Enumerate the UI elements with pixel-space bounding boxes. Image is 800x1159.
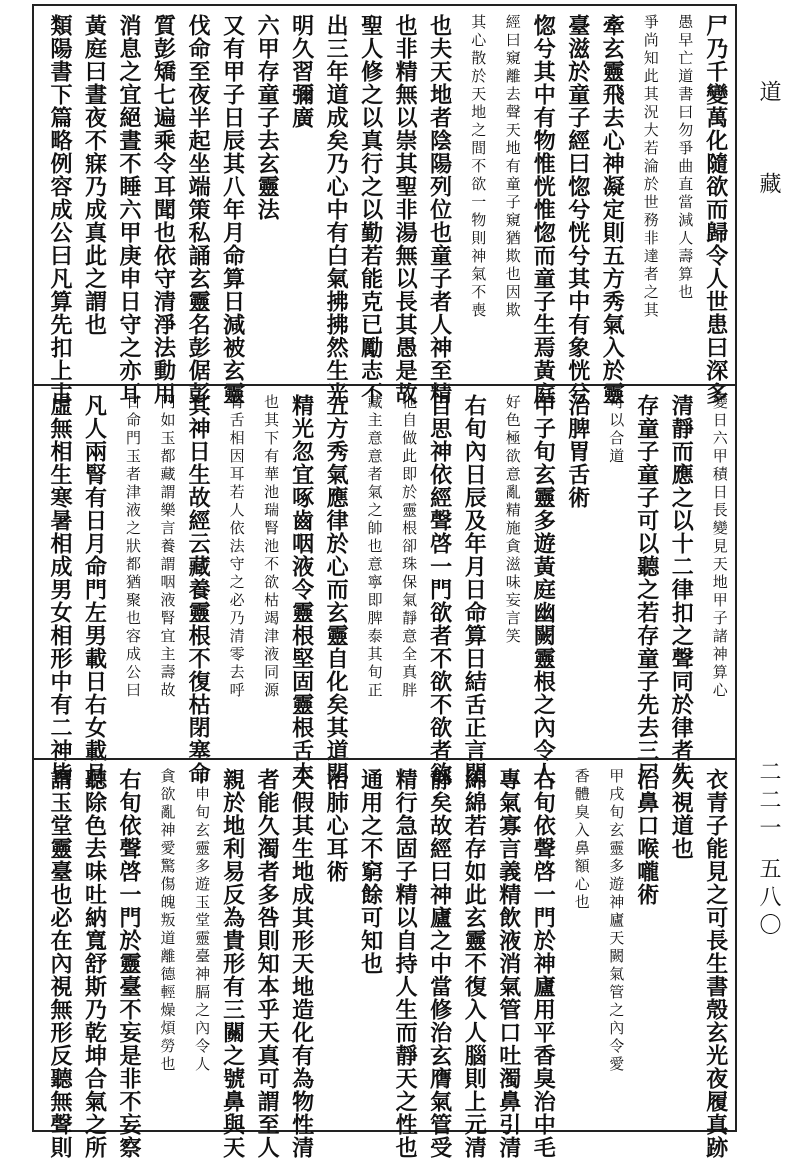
annotation-column: 經曰窺離去聲天地有童子窺猶欺也因欺 (503, 14, 522, 320)
column-group (42, 394, 729, 785)
text-column: 專氣寡言義精飲液消氣管口吐濁鼻引清 (495, 768, 522, 1159)
text-column: 右旬依聲啓一門於神廬用平香臭治中毛 (530, 768, 557, 1159)
text-column: 衣青子能見之可長生書殼玄光夜履真跡 (702, 768, 729, 1159)
text-column: 虛無相生寒暑相成男女相形中有二神皆 (47, 394, 73, 785)
text-column: 六甲存童子去玄靈法 (254, 14, 281, 221)
text-column: 治脾胃舌術 (564, 394, 591, 509)
text-column: 惚兮其中有物惟恍惟惚而童子生焉黃庭 (530, 14, 557, 405)
text-column: 五方秀氣應律於心而玄靈自化矣其道閉 (323, 394, 350, 785)
text-column: 凡人兩腎有日月命門左男載日右女載月 (81, 394, 108, 785)
text-column: 謂玉堂靈臺也必在內視無形反聽無聲則 (47, 768, 73, 1159)
text-column: 親於地利易反為貴形有三關之號鼻與天 (219, 768, 246, 1159)
text-column: 其神日生故經云藏養靈根不復枯閉塞命 (185, 394, 212, 785)
text-column: 甲子旬玄靈多遊黃庭幽闕靈根之內令人 (530, 394, 557, 785)
text-column: 質彭矯七遍乘令耳聞也依守清淨法動用 (150, 14, 177, 405)
text-column: 存童子童子可以聽之若存童子先去三尸 (633, 394, 660, 785)
text-column: 目思神依經聲啓一門欲者不欲不欲者欲 (426, 394, 453, 785)
annotation-column: 其心散於天地之間不欲一物則神氣不喪 (469, 14, 488, 320)
text-column: 治鼻口喉嚨術 (633, 768, 660, 906)
annotation-column: 腎舌相因耳若人依法守之必乃清零去呼 (227, 394, 246, 700)
annotation-column: 藏主意意者氣之帥也意寧即脾泰其旬正 (365, 394, 384, 700)
text-column: 右旬內日辰及年月日命算日結舌正言閉 (461, 394, 488, 785)
annotation-column: 他自做此即於靈根卻珠保氣靜意全真胖 (400, 394, 419, 700)
text-panel-top (34, 6, 735, 405)
annotation-column: 可以合道 (607, 394, 626, 466)
text-column: 精行急固子精以自持人生而靜天之性也 (392, 768, 419, 1159)
annotation-column: 變日六甲積日長變見天地甲子諸神算心 (710, 394, 729, 700)
annotation-column: 甲戌旬玄靈多遊神廬天闕氣管之內令愛 (607, 768, 626, 1074)
text-column: 久視道也 (668, 768, 695, 860)
text-column: 類陽書下篇略例容成公曰凡算先扣上古 (47, 14, 73, 405)
text-column: 通用之不窮餘可知也 (357, 768, 384, 975)
annotation-column: 貪欲亂神愛驚傷魄叛道離德輕燥煩勞也 (158, 768, 177, 1074)
page-frame (32, 4, 737, 1159)
text-column: 精光忽宜啄齒咽液令靈根堅固靈根舌本 (288, 394, 315, 785)
column-group (42, 768, 729, 1159)
text-column: 又有甲子日辰其八年月命算日減被玄靈 (219, 14, 246, 405)
text-column: 綿綿若存如此玄靈不復入人腦則上元清 (461, 768, 488, 1159)
text-column: 也夫天地者陰陽列位也童子者人神至精 (426, 14, 453, 405)
text-panel-middle (34, 384, 735, 785)
column-group (42, 14, 729, 405)
annotation-column: 愚早亡道書曰勿爭曲直當減人壽算也 (676, 14, 695, 302)
annotation-column: 香體臭入鼻額心也 (572, 768, 591, 912)
text-column: 消息之宜絕晝不睡六甲庚申日守之亦耳 (116, 14, 143, 405)
collection-title: 道藏 (756, 80, 781, 264)
text-column: 伐命至夜半起坐端策私誦玄靈名彭倨彭 (185, 14, 212, 405)
folio-number: 二二一 五八〇 (756, 760, 781, 941)
text-column: 聖人修之以真行之以勤若能克已勵志不 (357, 14, 384, 405)
text-column: 明久習彌廣 (288, 14, 315, 129)
text-column: 尸乃千變萬化隨欲而歸令人世患曰深多 (702, 14, 729, 405)
text-column: 治肺心耳術 (323, 768, 350, 883)
text-column: 右旬依聲啓一門於靈臺不妄是非不妄察 (116, 768, 143, 1159)
text-column: 黃庭曰晝夜不寐乃成真此之謂也 (81, 14, 108, 336)
text-column: 者能久濁者多咎則知本乎天真可謂至人 (254, 768, 281, 1159)
text-column: 出三年道成矣乃心中有白氣拂拂然生光 (323, 14, 350, 405)
text-column: 靜矣故經曰神廬之中當修治玄膺氣管受 (426, 768, 453, 1159)
text-column: 也非精無以崇其聖非湯無以長其愚是故 (392, 14, 419, 405)
text-panel-bottom (34, 758, 735, 1159)
text-column: 天假其生地成其形天地造化有為物性清 (288, 768, 315, 1159)
text-column: 聽除色去味吐納寬舒斯乃乾坤合氣之所 (81, 768, 108, 1159)
annotation-column: 門如玉都藏謂樂言養謂咽液腎宜主壽故 (158, 394, 177, 700)
annotation-column: 爭尚知此其況大若淪於世務非達者之其 (641, 14, 660, 320)
text-column: 清靜而應之以十二律扣之聲同於律者先 (668, 394, 695, 785)
text-column: 臺滋於童子經曰惚兮恍兮其中有象恍兮 (564, 14, 591, 405)
annotation-column: 好色極欲意亂精施貪滋味妄言笑 (503, 394, 522, 646)
annotation-column: 也其下有華池瑞腎池不欲枯竭津液同源 (262, 394, 281, 700)
annotation-column: 日命門玉者津液之狀都猶聚也容成公曰 (124, 394, 143, 700)
text-column: 牽玄靈飛去心神凝定則五方秀氣入於靈 (599, 14, 626, 405)
right-margin (745, 0, 800, 1138)
annotation-column: 甲申旬玄靈多遊玉堂靈臺神膈之內令人 (193, 768, 212, 1074)
